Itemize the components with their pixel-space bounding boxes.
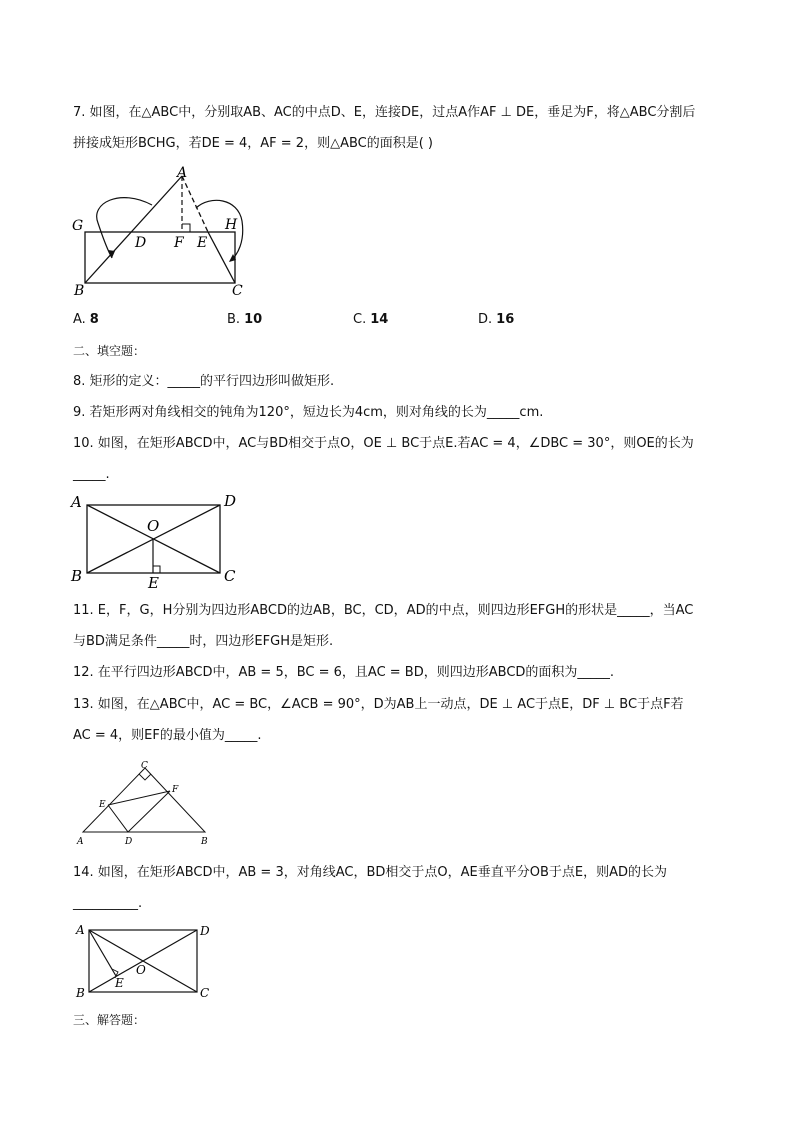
fig14-label-e: E bbox=[115, 976, 124, 990]
fig10-label-c: C bbox=[224, 567, 236, 585]
q11-text-line1: 11. E，F，G，H分别为四边形ABCD的边AB，BC，CD，AD的中点，则四边形EFGH的形状是_____，当AC bbox=[73, 603, 694, 618]
fig14-label-o: O bbox=[136, 963, 146, 977]
q10-text-line1: 10. 如图，在矩形ABCD中，AC与BD相交于点O，OE ⊥ BC于点E.若AC = 4，∠DBC = 30°，则OE的长为 bbox=[73, 436, 694, 451]
fig13-label-b: B bbox=[201, 837, 208, 847]
option-letter: C. bbox=[353, 312, 367, 327]
q7-option-b[interactable] bbox=[227, 312, 262, 327]
fig10-label-e: E bbox=[148, 574, 159, 592]
q10-figure bbox=[70, 490, 245, 590]
right-angle-mark bbox=[153, 566, 160, 573]
segment-ef bbox=[108, 791, 170, 805]
q8-text: 8. 矩形的定义：_____的平行四边形叫做矩形. bbox=[73, 374, 335, 389]
fig10-label-o: O bbox=[147, 517, 160, 535]
fig13-label-e: E bbox=[99, 800, 106, 810]
section-heading-fill-in: 二、填空题： bbox=[73, 344, 146, 358]
q7-option-c[interactable] bbox=[353, 312, 388, 327]
q13-text-line1: 13. 如图，在△ABC中，AC = BC，∠ACB = 90°，D为AB上一动点，DE ⊥ AC于点E，DF ⊥ BC于点F若 bbox=[73, 697, 684, 712]
q13-figure bbox=[75, 760, 215, 848]
fig7-label-a: A bbox=[177, 165, 188, 181]
fig7-label-g: G bbox=[72, 218, 84, 234]
section-heading-solutions: 三、解答题： bbox=[73, 1013, 146, 1027]
fig10-label-a: A bbox=[71, 493, 82, 511]
option-letter: D. bbox=[478, 312, 493, 327]
fig14-label-c: C bbox=[200, 986, 210, 1000]
q7-option-a[interactable] bbox=[73, 312, 99, 327]
side-ab bbox=[85, 176, 182, 283]
right-angle-mark bbox=[139, 774, 151, 780]
q7-figure bbox=[70, 163, 270, 298]
q13-text-line2: AC = 4，则EF的最小值为_____. bbox=[73, 728, 262, 743]
q12-text: 12. 在平行四边形ABCD中，AB = 5，BC = 6，且AC = BD，则四边形ABCD的面积为_____. bbox=[73, 665, 615, 680]
q10-text-line2: _____. bbox=[73, 467, 110, 482]
q14-text-line2: __________. bbox=[73, 896, 143, 911]
right-angle-mark bbox=[182, 224, 190, 232]
fig7-label-d: D bbox=[135, 235, 147, 251]
fig7-label-h: H bbox=[225, 217, 238, 233]
segment-ae bbox=[89, 930, 116, 976]
fig10-label-d: D bbox=[224, 492, 237, 510]
fig7-label-c: C bbox=[232, 283, 243, 299]
fig13-label-f: F bbox=[172, 785, 179, 795]
fig7-label-f: F bbox=[174, 235, 184, 251]
fig14-label-b: B bbox=[76, 986, 85, 1000]
option-value: 8 bbox=[89, 312, 99, 327]
option-value: 16 bbox=[496, 312, 515, 327]
option-value: 10 bbox=[244, 312, 263, 327]
q9-text: 9. 若矩形两对角线相交的钝角为120°，短边长为4cm，则对角线的长为_____cm. bbox=[73, 405, 544, 420]
fig10-label-b: B bbox=[71, 567, 83, 585]
q14-text-line1: 14. 如图，在矩形ABCD中，AB = 3，对角线AC，BD相交于点O，AE垂直平分OB于点E，则AD的长为 bbox=[73, 865, 667, 880]
q11-text-line2: 与BD满足条件_____时，四边形EFGH是矩形. bbox=[73, 634, 334, 649]
fig14-label-a: A bbox=[76, 923, 85, 937]
side-ac bbox=[208, 232, 235, 283]
fig13-label-d: D bbox=[125, 837, 133, 847]
q7-text-line2: 拼接成矩形BCHG，若DE = 4，AF = 2，则△ABC的面积是( ) bbox=[73, 136, 434, 151]
option-value: 14 bbox=[370, 312, 389, 327]
fig13-label-c: C bbox=[141, 761, 148, 771]
fig7-label-e: E bbox=[197, 235, 208, 251]
fig13-label-a: A bbox=[77, 837, 84, 847]
q7-text-line1: 7. 如图，在△ABC中，分别取AB、AC的中点D、E，连接DE，过点A作AF ⊥ DE，垂足为F，将△ABC分割后 bbox=[73, 105, 696, 120]
fig7-label-b: B bbox=[74, 283, 85, 299]
fig14-label-d: D bbox=[200, 924, 210, 938]
q14-figure bbox=[73, 920, 218, 1000]
option-letter: A. bbox=[73, 312, 86, 327]
q7-option-d[interactable] bbox=[478, 312, 514, 327]
option-letter: B. bbox=[227, 312, 241, 327]
